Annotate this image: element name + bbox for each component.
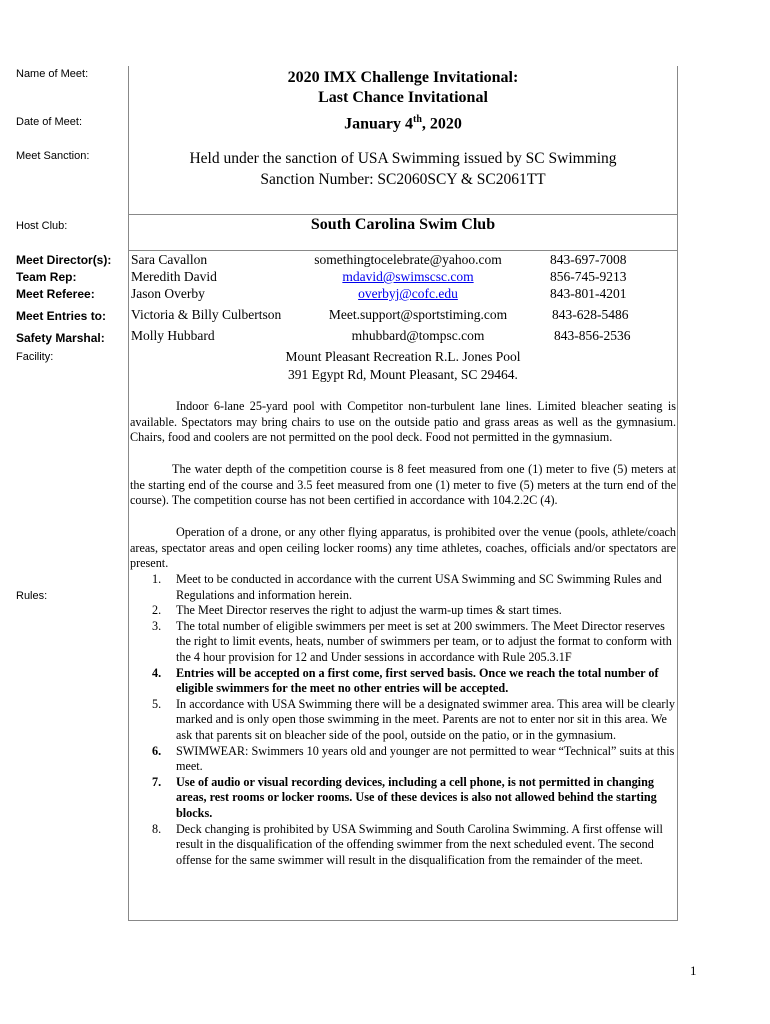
meet-date — [130, 114, 676, 133]
rule-item — [130, 572, 676, 603]
contact-name: Victoria & Billy Culbertson — [131, 307, 282, 322]
facility-name: Mount Pleasant Recreation R.L. Jones Pool — [285, 349, 521, 364]
rules-list — [130, 572, 676, 868]
rule-text: The total number of eligible swimmers per meet is set at 200 swimmers. The Meet Director reserves the right to limit events, heats, number of swimmers per team, or to adjust the format to conform with the 4 hour provision for 12 and Under sessions in accordance with Rule 205.3.1F — [176, 618, 672, 664]
label-meet-entries: Meet Entries to: — [16, 309, 107, 323]
label-meet-sanction: Meet Sanction: — [16, 150, 90, 162]
rule-number: 1. — [152, 572, 162, 586]
rule-item — [130, 744, 676, 775]
contact-email: somethingtocelebrate@yahoo.com — [314, 252, 502, 267]
rule-item — [130, 666, 676, 697]
contact-name: Sara Cavallon — [131, 252, 208, 267]
contact-email: Meet.support@sportstiming.com — [328, 307, 508, 322]
right-border — [677, 66, 678, 920]
email-link[interactable]: overbyj@cofc.edu — [358, 286, 458, 301]
meet-sanction — [130, 148, 676, 190]
rule-text: SWIMWEAR: Swimmers 10 years old and younger are not permitted to wear “Technical” suits at this meet. — [176, 743, 675, 774]
label-host-club: Host Club: — [16, 220, 68, 232]
rule-item — [130, 603, 676, 619]
label-meet-directors: Meet Director(s): — [16, 253, 112, 267]
meet-title-line1: 2020 IMX Challenge Invitational: — [287, 69, 519, 86]
rule-text: In accordance with USA Swimming there will be a designated swimmer area. This area will be clearly marked and is only open those swimming in the meet. Parents are not to enter nor sit in this area. We ask that parents sit on bleacher side of the pool, outside on the patio, or in the gymnasium. — [176, 696, 675, 742]
contact-name: Jason Overby — [131, 286, 205, 301]
rule-text: The Meet Director reserves the right to adjust the warm-up times & start times. — [176, 603, 562, 618]
rule-number: 5. — [152, 696, 162, 711]
sanction-line2: Sanction Number: SC2060SCY & SC2061TT — [260, 171, 546, 188]
label-meet-referee: Meet Referee: — [16, 287, 95, 301]
contact-phone: 856-745-9213 — [550, 269, 627, 284]
contact-phone: 843-856-2536 — [554, 328, 631, 343]
meet-title — [130, 68, 676, 108]
contact-name: Meredith David — [131, 269, 217, 284]
contact-name: Molly Hubbard — [131, 328, 215, 343]
contact-phone: 843-628-5486 — [552, 307, 629, 322]
rule-number: 4. — [152, 665, 162, 680]
facility-water-depth: The water depth of the competition course is 8 feet measured from one (1) meter to five (5) meters at the starting end of the course and 3.5 feet measured from one (1) meter to five (5) meters at the turn end of the course). The competition course has not been certified in accordance with 104.2.2C (4). — [130, 462, 676, 508]
facility-location — [130, 348, 676, 384]
label-rules: Rules: — [16, 590, 48, 602]
rule-text: Use of audio or visual recording devices, including a cell phone, is not permitted in changing areas, rest rooms or locker rooms. Use of these devices is also not allowed behind the starting blocks. — [176, 774, 657, 820]
bottom-border — [128, 920, 678, 921]
label-facility: Facility: — [16, 351, 54, 363]
sanction-line1: Held under the sanction of USA Swimming issued by SC Swimming — [189, 150, 617, 167]
facility-drone-policy: Operation of a drone, or any other flying apparatus, is prohibited over the venue (pools, athlete/coach areas, spectator areas and open ceiling locker rooms) any time athletes, coaches, officials and/or spectators are present. — [130, 525, 676, 571]
rule-number: 3. — [152, 618, 162, 633]
contact-phone: 843-697-7008 — [550, 252, 627, 267]
label-team-rep: Team Rep: — [16, 270, 77, 284]
meet-date-prefix: January 4 — [344, 115, 413, 133]
rule-item — [130, 822, 676, 869]
contact-phone: 843-801-4201 — [550, 286, 627, 301]
rule-number: 7. — [152, 774, 162, 789]
rule-text: Entries will be accepted on a first come, first served basis. Once we reach the total number of eligible swimmers for the meet no other entries will be accepted. — [176, 665, 659, 696]
facility-address: 391 Egypt Rd, Mount Pleasant, SC 29464. — [288, 367, 518, 382]
host-club-name: South Carolina Swim Club — [310, 216, 496, 233]
label-date-of-meet: Date of Meet: — [16, 116, 83, 128]
rule-number: 8. — [152, 821, 162, 836]
rule-item — [130, 619, 676, 666]
page-number: 1 — [690, 963, 697, 978]
rule-number: 6. — [152, 743, 162, 758]
label-name-of-meet: Name of Meet: — [16, 68, 89, 80]
meet-date-sup: th — [413, 114, 422, 125]
column-divider — [128, 66, 129, 920]
rule-item — [130, 775, 676, 822]
host-divider — [128, 250, 678, 251]
rule-text: Deck changing is prohibited by USA Swimming and South Carolina Swimming. A first offense will result in the disqualification of the offending swimmer from the next scheduled event. The second offense for the same swimmer will result in the disqualification from the remainder of the meet. — [176, 821, 663, 867]
rule-text: Meet to be conducted in accordance with the current USA Swimming and SC Swimming Rules and Regulations and information herein. — [176, 572, 662, 602]
email-link[interactable]: mdavid@swimscsc.com — [342, 269, 474, 284]
label-safety-marshal: Safety Marshal: — [16, 331, 105, 345]
meet-date-suffix: , 2020 — [421, 115, 462, 133]
contact-email: mhubbard@tompsc.com — [351, 328, 485, 343]
rule-item — [130, 697, 676, 744]
meet-title-line2: Last Chance Invitational — [318, 89, 488, 106]
facility-description: Indoor 6-lane 25-yard pool with Competitor non-turbulent lane lines. Limited bleacher seating is available. Spectators may bring chairs to use on the outside patio and grass areas as well as the gymnasium. Chairs, food and coolers are not permitted on the pool deck. Food not permitted in the gymnasium. — [130, 399, 676, 445]
sanction-divider — [128, 214, 678, 215]
rule-number: 2. — [152, 603, 162, 618]
